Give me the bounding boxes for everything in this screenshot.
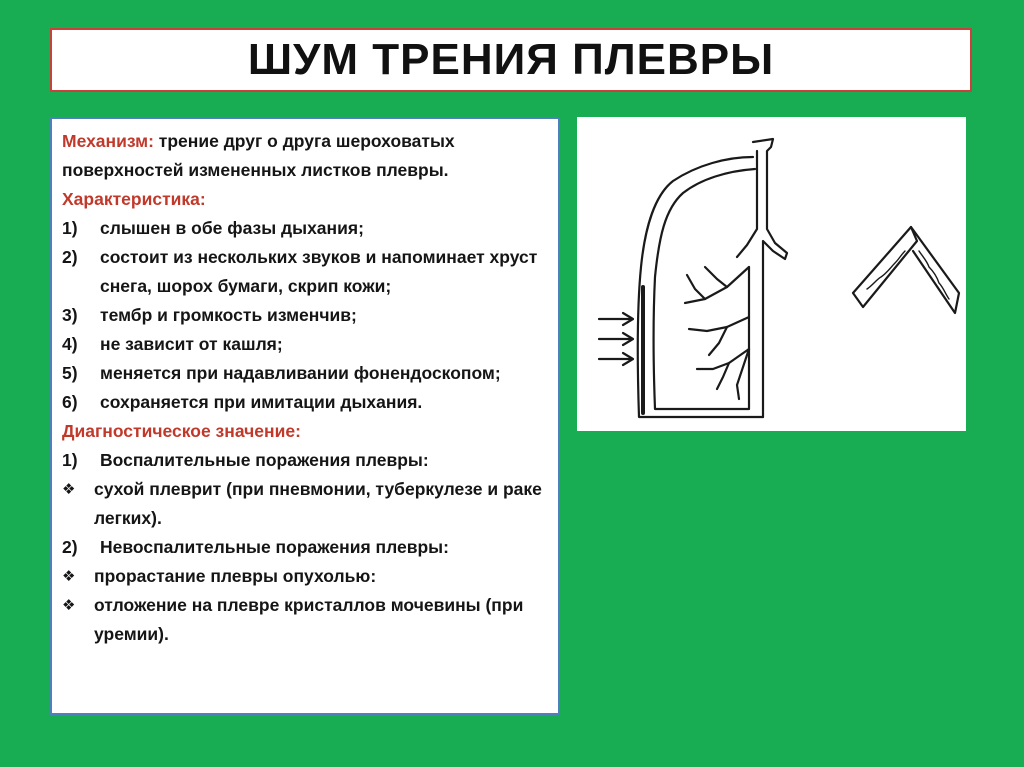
bullet-text: сухой плеврит (при пневмонии, туберкулезе и раке легких). — [94, 479, 542, 528]
list-text: сохраняется при имитации дыхания. — [100, 392, 423, 412]
list-text: Невоспалительные поражения плевры: — [100, 537, 449, 557]
pleura-sheet-right — [911, 227, 959, 313]
arrow-icon-3 — [599, 353, 633, 365]
list-text: Воспалительные поражения плевры: — [100, 450, 429, 470]
list-text: состоит из нескольких звуков и напоминает хруст снега, шорох бумаги, скрип кожи; — [100, 247, 538, 296]
title-box — [50, 28, 972, 92]
slide-title: ШУМ ТРЕНИЯ ПЛЕВРЫ — [247, 35, 775, 84]
bullet-item — [62, 562, 548, 591]
text-panel — [50, 117, 560, 715]
diamond-bullet-icon: ❖ — [62, 481, 76, 498]
list-number: 4) — [62, 334, 78, 354]
trachea-inner — [737, 151, 757, 257]
list-text: тембр и громкость изменчив; — [100, 305, 357, 325]
bronchus-branch-1 — [705, 267, 727, 287]
bullet-item — [62, 591, 548, 649]
lung-inner-outline — [654, 169, 756, 409]
list-number: 1) — [62, 450, 78, 470]
lung-pleura-drawing — [577, 117, 966, 431]
bullet-item — [62, 475, 548, 533]
diagnostic-label: Диагностическое значение: — [62, 421, 301, 441]
list-text: слышен в обе фазы дыхания; — [100, 218, 364, 238]
list-item — [62, 214, 548, 243]
diamond-bullet-icon: ❖ — [62, 568, 76, 585]
characteristics-label: Характеристика: — [62, 189, 206, 209]
list-item — [62, 330, 548, 359]
list-item — [62, 359, 548, 388]
lung-illustration — [577, 117, 966, 431]
list-item — [62, 388, 548, 417]
bronchus-lower — [689, 317, 749, 331]
bullet-text: отложение на плевре кристаллов мочевины (при уремии). — [94, 595, 524, 644]
list-number: 3) — [62, 305, 78, 325]
list-item — [62, 243, 548, 301]
list-text: не зависит от кашля; — [100, 334, 283, 354]
bronchus-main — [685, 267, 749, 303]
list-text: меняется при надавливании фонендоскопом; — [100, 363, 501, 383]
bronchus-lower-3 — [697, 349, 749, 369]
mechanism-paragraph — [62, 127, 548, 185]
list-item — [62, 446, 548, 475]
bronchus-lower-2 — [709, 327, 727, 355]
mechanism-label: Механизм: — [62, 131, 154, 151]
bronchus-branch-2 — [687, 275, 705, 299]
list-number: 6) — [62, 392, 78, 412]
bullet-text: прорастание плевры опухолью: — [94, 566, 377, 586]
lung-outline — [638, 157, 763, 417]
list-number: 1) — [62, 218, 78, 238]
list-number: 2) — [62, 247, 78, 267]
mechanism-text: трение друг о друга шероховатых поверхностей измененных листков плевры. — [62, 131, 455, 180]
arrow-icon-2 — [599, 333, 633, 345]
list-item — [62, 301, 548, 330]
list-item — [62, 533, 548, 562]
list-number: 2) — [62, 537, 78, 557]
pleura-sheet-left — [853, 227, 917, 307]
list-number: 5) — [62, 363, 78, 383]
diamond-bullet-icon: ❖ — [62, 597, 76, 614]
arrow-icon-1 — [599, 313, 633, 325]
